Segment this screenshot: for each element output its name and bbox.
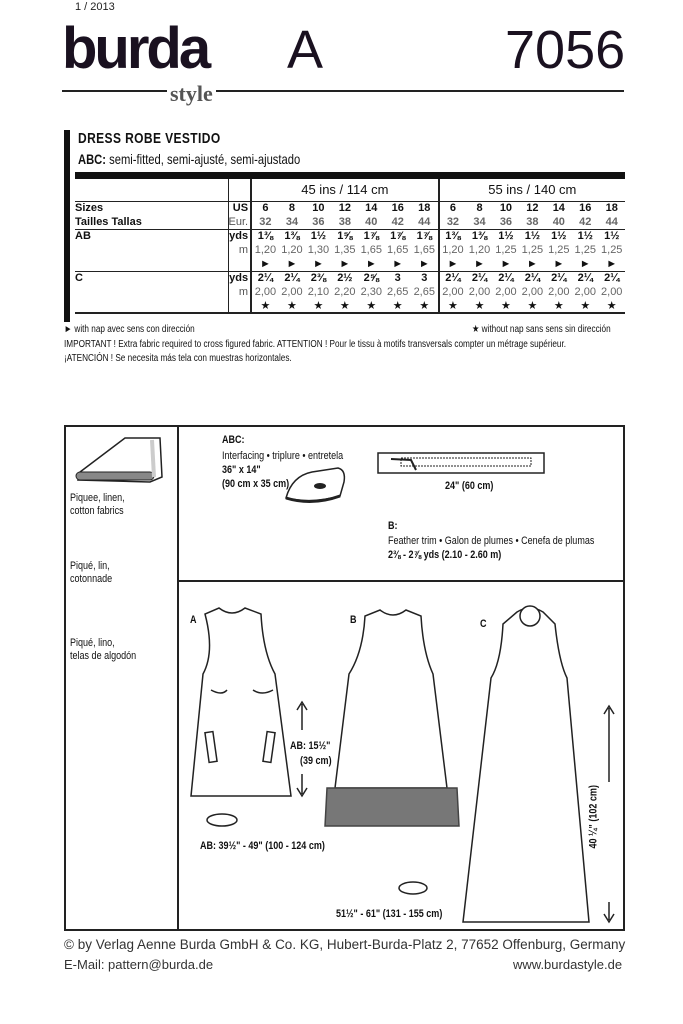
table-cell: 2¼ [466, 271, 492, 285]
table-cell: 38 [526, 215, 539, 228]
table-cell: ► [606, 257, 618, 270]
table-cell: 3 [411, 271, 439, 285]
table-cell: 2,00 [521, 286, 544, 298]
c-hem-width: 51½" - 61" (131 - 155 cm) [336, 908, 443, 920]
table-cell: 2,10 [307, 286, 330, 298]
iron-icon [282, 464, 348, 506]
yardage-row-ab-yds [75, 229, 625, 243]
style-logo: style [167, 83, 216, 105]
table-cell: 16 [385, 201, 411, 215]
c-length: 40 ¼" (102 cm) [587, 785, 600, 849]
table-cell: 2,00 [439, 285, 467, 299]
table-cell: ► [392, 257, 404, 270]
table-cell: ★ [527, 299, 538, 312]
table-cell: 1⅜ [439, 229, 467, 243]
table-cell: 1,25 [521, 244, 544, 256]
table-cell: 12 [332, 201, 358, 215]
table-cell: 40 [552, 215, 565, 228]
table-cell: ► [439, 257, 467, 271]
row-label: C [75, 271, 228, 285]
table-bottom [75, 313, 625, 314]
table-cell: ► [526, 257, 538, 270]
table-cell: 44 [605, 215, 618, 228]
table-cell: 2⅝ [358, 271, 384, 285]
table-cell: 1½ [305, 229, 331, 243]
fabric-fr-1: Piqué, lin, [70, 560, 110, 572]
view-letter: A [287, 20, 324, 80]
dress-view-c [463, 606, 589, 922]
width-header-row [75, 179, 625, 201]
table-cell: ★ [339, 299, 350, 312]
row-label [75, 243, 228, 257]
table-cell: 1,30 [307, 244, 330, 256]
table-cell: 2¼ [598, 271, 625, 285]
table-cell: 14 [546, 201, 572, 215]
table-cell: 1,25 [601, 244, 623, 256]
interfacing-size-cm: (90 cm x 35 cm) [222, 478, 290, 490]
row-label: Sizes [75, 201, 228, 215]
table-cell: 1⅜ [279, 229, 305, 243]
view-c-label: C [480, 618, 487, 630]
feather-trim-label: Feather trim • Galon de plumes • Cenefa de plumas [388, 535, 595, 547]
table-cell: 1⅞ [385, 229, 411, 243]
table-cell: 36 [499, 215, 513, 228]
table-cell: 1⅜ [466, 229, 492, 243]
nap-symbol-row [75, 299, 625, 313]
table-cell: 1,65 [413, 244, 435, 256]
table-cell: 2,00 [281, 286, 303, 298]
table-cell: 1⅝ [332, 229, 358, 243]
ab-hem-width: AB: 39½" - 49" (100 - 124 cm) [200, 840, 325, 852]
website: www.burdastyle.de [513, 957, 623, 972]
unit-label: Eur. [228, 215, 251, 229]
table-cell: ★ [553, 299, 564, 312]
table-cell: 2,20 [334, 286, 356, 298]
table-cell: 2,65 [413, 286, 435, 298]
table-cell: 8 [279, 201, 305, 215]
table-cell: 1⅞ [358, 229, 384, 243]
row-label [75, 299, 228, 313]
ab-length-cm: (39 cm) [300, 755, 332, 767]
table-cell: 2,00 [601, 286, 623, 298]
interfacing-size: 36" x 14" [222, 464, 261, 476]
without-nap-note: ★ without nap sans sens sin dirección [472, 324, 611, 335]
table-cell: 1⅜ [251, 229, 279, 243]
zipper-icon [376, 450, 546, 476]
table-cell: 16 [572, 201, 598, 215]
table-cell: ★ [580, 299, 591, 312]
table-cell: 2,00 [468, 286, 491, 298]
table-cell: ► [418, 257, 430, 270]
table-cell: ► [553, 257, 565, 270]
table-cell: 32 [439, 215, 467, 229]
garment-title: DRESS ROBE VESTIDO [78, 130, 221, 147]
fabric-fr-2: cotonnade [70, 573, 113, 585]
abc-label: ABC: [222, 434, 245, 446]
yardage-row-c-yds [75, 271, 625, 285]
table-cell: 32 [251, 215, 279, 229]
rule [75, 313, 625, 314]
table-cell: 2¼ [546, 271, 572, 285]
yardage-row-ab-m [75, 243, 625, 257]
table-cell: 2,65 [387, 286, 409, 298]
zipper-length: 24" (60 cm) [445, 480, 494, 492]
table-cell: 1,65 [360, 244, 382, 256]
dress-view-a [191, 608, 291, 796]
dress-view-b [325, 610, 459, 826]
table-cell: 12 [519, 201, 545, 215]
table-cell: 1,25 [495, 244, 517, 256]
issue-date: 1 / 2013 [75, 1, 115, 13]
table-cell: 36 [312, 215, 325, 228]
atencion-note: ¡ATENCIÓN ! Se necesita más tela con muestras horizontales. [64, 353, 292, 364]
table-cell: ► [339, 257, 351, 270]
bar [75, 172, 625, 179]
fabric-es-2: telas de algodón [70, 650, 137, 662]
important-note: IMPORTANT ! Extra fabric required to cross figured fabric. ATTENTION ! Pour le tissu à motifs transversals compter un métrage supérieur. [64, 339, 567, 350]
table-cell: 18 [598, 201, 625, 215]
table-cell: 2,00 [548, 286, 570, 298]
table-cell: 10 [493, 201, 519, 215]
table-cell: 10 [305, 201, 331, 215]
unit-label: m [228, 285, 251, 299]
row-label [75, 257, 228, 271]
sizes-eur-row [75, 215, 625, 229]
table-cell: 38 [338, 215, 351, 228]
table-cell: 1,20 [439, 243, 467, 257]
table-cell: ★ [501, 299, 511, 312]
table-cell: 2¼ [572, 271, 598, 285]
table-cell: ► [500, 257, 512, 270]
unit-label [228, 299, 251, 313]
table-cell: 3 [385, 271, 411, 285]
table-cell: 2¼ [251, 271, 279, 285]
table-cell: 1,20 [468, 244, 491, 256]
hem-width-icon-c [399, 882, 427, 894]
table-cell: 1,20 [251, 243, 279, 257]
table-cell: 2½ [332, 271, 358, 285]
table-cell: 2,30 [360, 286, 382, 298]
burda-logo: burda [62, 16, 209, 81]
sizes-us-row [75, 201, 625, 215]
table-cell: 2¼ [493, 271, 519, 285]
table-cell: ★ [287, 299, 297, 312]
table-cell: 2,00 [251, 285, 279, 299]
subtitle-label: ABC: [78, 151, 106, 167]
table-cell: ► [579, 257, 591, 270]
table-cell: 1½ [598, 229, 625, 243]
view-a-label: A [190, 614, 197, 626]
copyright: © by Verlag Aenne Burda GmbH & Co. KG, Hubert-Burda-Platz 2, 77652 Offenburg, Germany [64, 937, 626, 952]
yardage-row-c-m [75, 285, 625, 299]
table-cell: 2,00 [574, 286, 596, 298]
with-nap-note: ► with nap avec sens con dirección [64, 324, 195, 335]
table-cell: ★ [419, 299, 430, 312]
pattern-number: 7056 [505, 20, 626, 80]
table-cell: 42 [391, 215, 404, 228]
table-cell: ★ [392, 299, 403, 312]
ab-length: AB: 15½" [290, 740, 331, 752]
table-top-bar [75, 172, 625, 179]
table-cell: 6 [439, 201, 467, 215]
table-cell: ► [286, 257, 298, 270]
table-cell: 1⅞ [411, 229, 439, 243]
table-cell: 40 [365, 215, 378, 228]
table-cell: ★ [366, 299, 377, 312]
table-cell: 42 [579, 215, 592, 228]
unit-label: US [228, 201, 251, 215]
table-cell: ► [312, 257, 324, 270]
feather-trim-amount: 2⅜ - 2⅞ yds (2.10 - 2.60 m) [388, 549, 502, 561]
table-cell: ★ [439, 299, 467, 313]
nap-symbol-row [75, 257, 625, 271]
header-rule [62, 90, 624, 92]
section-bar [64, 130, 70, 322]
table-cell: 34 [473, 215, 486, 228]
table-cell: 14 [358, 201, 384, 215]
table-cell: 2,00 [495, 286, 517, 298]
unit-label: m [228, 243, 251, 257]
subtitle-text: semi-fitted, semi-ajusté, semi-ajustado [106, 151, 301, 167]
table-cell: 1½ [572, 229, 598, 243]
table-cell: 1½ [546, 229, 572, 243]
length-arrow-c [604, 706, 614, 922]
table-cell: ★ [606, 299, 617, 312]
width-55-header: 55 ins / 140 cm [439, 179, 625, 201]
email: E-Mail: pattern@burda.de [64, 957, 214, 972]
table-cell: 2⅜ [305, 271, 331, 285]
table-cell: 1,25 [574, 244, 596, 256]
table-cell: 8 [466, 201, 492, 215]
table-cell: ► [251, 257, 279, 271]
table-cell: 44 [418, 215, 431, 228]
fabric-requirements-table [75, 172, 625, 314]
table-cell: ★ [474, 299, 485, 312]
width-45-header: 45 ins / 114 cm [251, 179, 439, 201]
fabric-en-1: Piquee, linen, [70, 492, 125, 504]
table-cell: 2¼ [279, 271, 305, 285]
row-label: AB [75, 229, 228, 243]
dress-views-drawing [177, 582, 625, 930]
fabric-es-1: Piqué, lino, [70, 637, 115, 649]
unit-label: yds [228, 229, 251, 243]
interfacing-label: Interfacing • triplure • entretela [222, 450, 344, 462]
table-cell: 1½ [519, 229, 545, 243]
table-cell: 2¼ [439, 271, 467, 285]
garment-subtitle [78, 151, 300, 167]
table-cell: ► [365, 257, 377, 270]
table-cell: 1,25 [548, 244, 570, 256]
fabric-bolt-icon [70, 432, 170, 484]
b-label: B: [388, 520, 398, 532]
table-cell: 6 [251, 201, 279, 215]
table-cell: 34 [285, 215, 299, 228]
table-cell: 1,20 [281, 244, 303, 256]
unit-label [228, 257, 251, 271]
table-cell: ★ [313, 299, 324, 312]
table-cell: 1½ [493, 229, 519, 243]
table-cell: ★ [251, 299, 279, 313]
fabric-en-2: cotton fabrics [70, 505, 124, 517]
row-label [75, 285, 228, 299]
table-cell: 1,65 [387, 244, 409, 256]
hem-width-icon-ab [207, 814, 237, 826]
table-cell: ► [474, 257, 485, 270]
empty-cell [228, 179, 251, 201]
view-b-label: B [350, 614, 357, 626]
empty-cell [75, 179, 228, 201]
unit-label: yds [228, 271, 251, 285]
row-label: Tailles Tallas [75, 215, 142, 228]
table-cell: 2¼ [519, 271, 545, 285]
table-cell: 18 [411, 201, 439, 215]
table-cell: 1,35 [334, 244, 356, 256]
